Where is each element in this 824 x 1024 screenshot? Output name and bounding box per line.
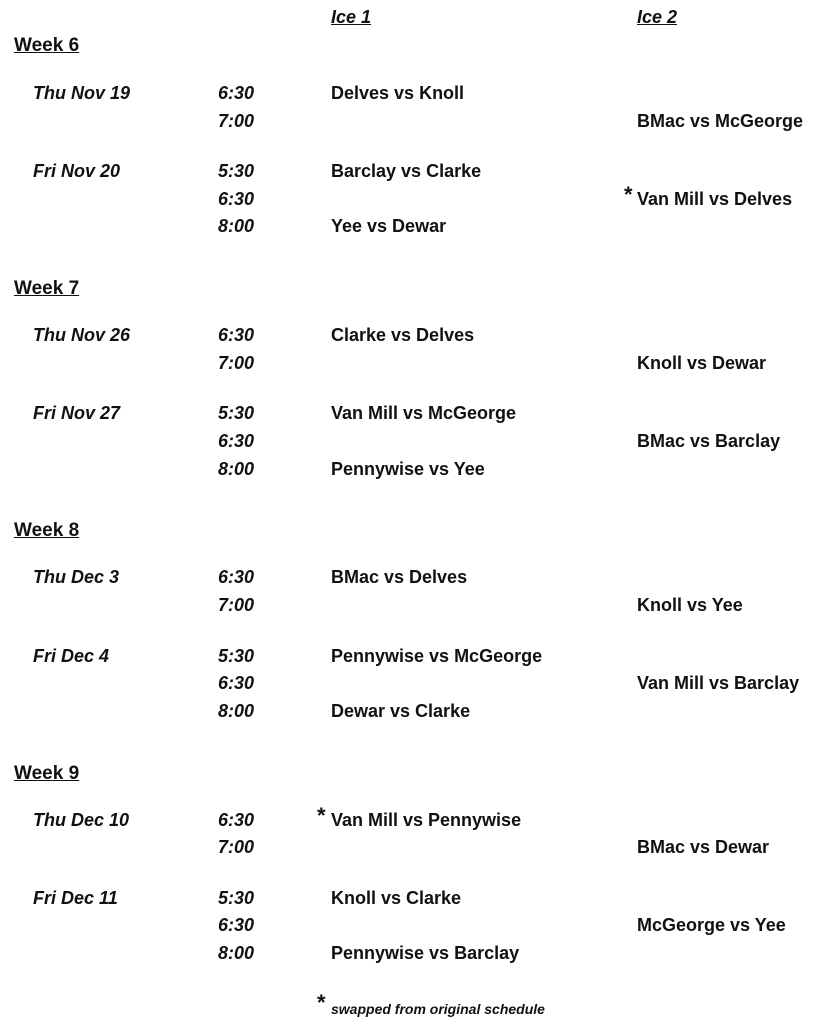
ice1-game: Knoll vs Clarke [331, 888, 462, 908]
ice1-game: Pennywise vs Barclay [331, 943, 520, 963]
ice1-game: Yee vs Dewar [331, 216, 447, 236]
ice1-game: Delves vs Knoll [331, 83, 465, 103]
time-label: 6:30 [218, 189, 255, 209]
footnote-text: swapped from original schedule [331, 1001, 545, 1017]
time-label: 6:30 [218, 810, 255, 830]
week-heading: Week 7 [14, 278, 80, 299]
ice1-game: Dewar vs Clarke [331, 701, 471, 721]
day-label: Fri Dec 11 [33, 888, 118, 908]
ice1-game: Barclay vs Clarke [331, 161, 482, 181]
ice1-game: Clarke vs Delves [331, 325, 475, 345]
ice1-game: BMac vs Delves [331, 567, 468, 587]
time-label: 7:00 [218, 595, 255, 615]
time-label: 7:00 [218, 353, 255, 373]
time-label: 8:00 [218, 216, 255, 236]
ice1-column-header: Ice 1 [331, 7, 372, 27]
ice2-game: Van Mill vs Barclay [637, 673, 800, 693]
ice2-game: Knoll vs Yee [637, 595, 743, 615]
ice2-game: BMac vs McGeorge [637, 111, 804, 131]
week-heading: Week 6 [14, 35, 80, 56]
time-label: 8:00 [218, 701, 255, 721]
time-label: 6:30 [218, 431, 255, 451]
day-label: Fri Nov 20 [33, 161, 121, 181]
footnote-marker: * [317, 990, 326, 1015]
time-label: 5:30 [218, 646, 255, 666]
day-label: Thu Nov 19 [33, 83, 131, 103]
ice2-game: Van Mill vs Delves [637, 189, 793, 209]
day-label: Fri Dec 4 [33, 646, 110, 666]
swap-marker: * [624, 182, 633, 207]
time-label: 6:30 [218, 915, 255, 935]
time-label: 6:30 [218, 673, 255, 693]
ice2-column-header: Ice 2 [637, 7, 678, 27]
swap-marker: * [317, 803, 326, 828]
day-label: Thu Dec 3 [33, 567, 120, 587]
time-label: 7:00 [218, 837, 255, 857]
time-label: 8:00 [218, 459, 255, 479]
week-heading: Week 8 [14, 520, 80, 541]
time-label: 7:00 [218, 111, 255, 131]
time-label: 5:30 [218, 161, 255, 181]
day-label: Thu Dec 10 [33, 810, 130, 830]
ice2-game: BMac vs Dewar [637, 837, 770, 857]
ice2-game: Knoll vs Dewar [637, 353, 767, 373]
ice2-game: McGeorge vs Yee [637, 915, 786, 935]
day-label: Thu Nov 26 [33, 325, 131, 345]
time-label: 6:30 [218, 567, 255, 587]
ice1-game: Pennywise vs McGeorge [331, 646, 543, 666]
week-heading: Week 9 [14, 763, 80, 784]
time-label: 5:30 [218, 403, 255, 423]
ice1-game: Van Mill vs McGeorge [331, 403, 517, 423]
time-label: 6:30 [218, 325, 255, 345]
ice1-game: Pennywise vs Yee [331, 459, 485, 479]
time-label: 8:00 [218, 943, 255, 963]
day-label: Fri Nov 27 [33, 403, 121, 423]
ice2-game: BMac vs Barclay [637, 431, 781, 451]
ice1-game: Van Mill vs Pennywise [331, 810, 522, 830]
time-label: 6:30 [218, 83, 255, 103]
time-label: 5:30 [218, 888, 255, 908]
